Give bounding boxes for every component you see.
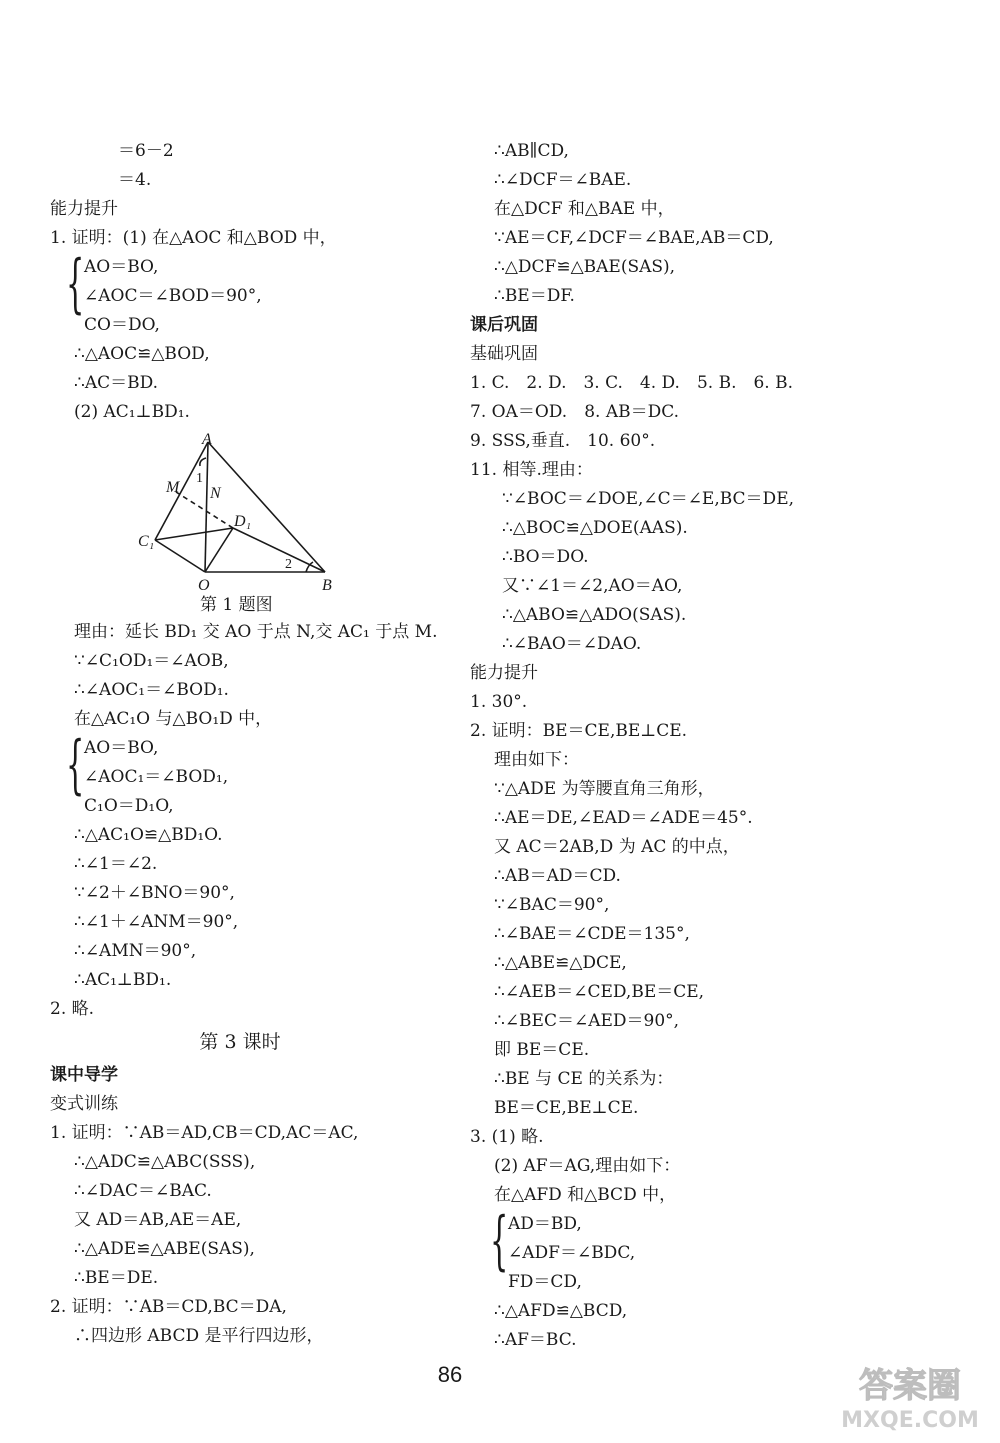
text-line: ∴△BOC≌△DOE(AAS). bbox=[502, 518, 688, 538]
label-M: M bbox=[166, 479, 180, 496]
segment-C1D1 bbox=[155, 528, 233, 540]
geometry-figure bbox=[130, 430, 350, 595]
text-line: 2. 略. bbox=[50, 999, 95, 1019]
segment-D1M-dashed bbox=[176, 492, 233, 528]
text-line: 1. C. 2. D. 3. C. 4. D. 5. B. 6. B. bbox=[470, 373, 793, 393]
text-line: ∴AE＝DE,∠EAD＝∠ADE＝45°. bbox=[494, 808, 753, 828]
text-line: FD＝CD, bbox=[508, 1272, 582, 1292]
text-line: 又 AD＝AB,AE＝AE, bbox=[74, 1210, 242, 1230]
text-line: ∴△AOC≌△BOD, bbox=[74, 344, 210, 364]
segment-D1B bbox=[233, 528, 325, 572]
text-line: AO＝BO, bbox=[84, 738, 159, 758]
text-line: 3. (1) 略. bbox=[470, 1127, 544, 1147]
lesson-title: 第 3 课时 bbox=[199, 1031, 281, 1053]
subheading: 能力提升 bbox=[470, 663, 538, 683]
text-line: AO＝BO, bbox=[84, 257, 159, 277]
text-line: ∴∠BAE＝∠CDE＝135°, bbox=[494, 924, 690, 944]
text-line: ∵∠C₁OD₁＝∠AOB, bbox=[74, 651, 229, 671]
text-line: 9. SSS,垂直. 10. 60°. bbox=[470, 431, 656, 451]
text-line: ∴∠DCF＝∠BAE. bbox=[494, 170, 632, 190]
text-line: AD＝BD, bbox=[508, 1214, 582, 1234]
text-line: ∴AB＝AD＝CD. bbox=[494, 866, 621, 886]
text-line: 即 BE＝CE. bbox=[494, 1040, 590, 1060]
text-line: ∴△ABE≌△DCE, bbox=[494, 953, 627, 973]
text-line: ∠AOC＝∠BOD＝90°, bbox=[84, 286, 262, 306]
angle-1-arc bbox=[200, 458, 206, 466]
text-line: ∴△ABO≌△ADO(SAS). bbox=[502, 605, 687, 625]
segment-AC1 bbox=[155, 442, 208, 540]
text-line: 理由如下： bbox=[494, 750, 579, 770]
text-line: ∠AOC₁＝∠BOD₁, bbox=[84, 767, 229, 787]
text-line: 2. 证明：BE＝CE,BE⊥CE. bbox=[470, 721, 688, 741]
text-line: 1. 证明：∵AB＝AD,CB＝CD,AC＝AC, bbox=[50, 1123, 359, 1143]
text-line: ∴△ADE≌△ABE(SAS), bbox=[74, 1239, 255, 1259]
text-line: ∴∠1＝∠2. bbox=[74, 854, 158, 874]
label-O: O bbox=[198, 577, 210, 594]
text-line: ∵AE＝CF,∠DCF＝∠BAE,AB＝CD, bbox=[494, 228, 774, 248]
page-number: 86 bbox=[437, 1362, 463, 1387]
text-line: ∴四边形 ABCD 是平行四边形， bbox=[74, 1326, 324, 1346]
text-line: ∴△AFD≌△BCD, bbox=[494, 1301, 628, 1321]
text-line: ∴△DCF≌△BAE(SAS), bbox=[494, 257, 676, 277]
text-line: (2) AF＝AG,理由如下： bbox=[494, 1156, 681, 1176]
text-line: ∴∠DAC＝∠BAC. bbox=[74, 1181, 212, 1201]
text-line: BE＝CE,BE⊥CE. bbox=[494, 1098, 639, 1118]
watermark-logo bbox=[830, 1355, 990, 1435]
text-line: ∴∠AMN＝90°, bbox=[74, 941, 197, 961]
segment-C1O bbox=[155, 540, 205, 572]
text-line: ∴AC₁⊥BD₁. bbox=[74, 970, 172, 990]
text-line: ∴BE＝DE. bbox=[74, 1268, 159, 1288]
label-N: N bbox=[210, 485, 221, 502]
text-line: ∴∠BAO＝∠DAO. bbox=[502, 634, 642, 654]
text-line: 11. 相等.理由： bbox=[470, 460, 593, 480]
watermark-bottom-text: MXQE.COM bbox=[841, 1408, 979, 1433]
text-line: ∴BE＝DF. bbox=[494, 286, 575, 306]
text-line: ∴∠AEB＝∠CED,BE＝CE, bbox=[494, 982, 705, 1002]
text-line: ∴∠BEC＝∠AED＝90°, bbox=[494, 1011, 680, 1031]
text-line: 1. 30°. bbox=[470, 692, 528, 712]
text-line: 又∵∠1＝∠2,AO＝AO, bbox=[502, 576, 683, 596]
text-line: ∴△AC₁O≌△BD₁O. bbox=[74, 825, 223, 845]
text-line: ∠ADF＝∠BDC, bbox=[508, 1243, 636, 1263]
text-line: 理由：延长 BD₁ 交 AO 于点 N,交 AC₁ 于点 M. bbox=[74, 622, 438, 642]
text-line: ∵△ADE 为等腰直角三角形， bbox=[494, 779, 715, 799]
subheading: 变式训练 bbox=[50, 1094, 118, 1114]
text-line: ∴△ADC≌△ABC(SSS), bbox=[74, 1152, 256, 1172]
text-line: ∵∠BOC＝∠DOE,∠C＝∠E,BC＝DE, bbox=[502, 489, 795, 509]
text-line: ＝4. bbox=[118, 170, 152, 190]
label-2: 2 bbox=[285, 557, 292, 572]
text-line: ∴∠AOC₁＝∠BOD₁. bbox=[74, 680, 229, 700]
subheading: 能力提升 bbox=[50, 199, 118, 219]
text-line: C₁O＝D₁O, bbox=[84, 796, 174, 816]
text-line: ∴AF＝BC. bbox=[494, 1330, 577, 1350]
text-line: ∴BE 与 CE 的关系为： bbox=[494, 1069, 674, 1089]
text-line: ＝6－2 bbox=[118, 141, 174, 161]
segment-AB bbox=[208, 442, 325, 572]
brace-symbol: { bbox=[490, 1204, 509, 1278]
text-line: (2) AC₁⊥BD₁. bbox=[74, 402, 190, 422]
text-line: ∵∠2＋∠BNO＝90°, bbox=[74, 883, 235, 903]
text-line: ∴AB∥CD, bbox=[494, 141, 569, 161]
subheading: 基础巩固 bbox=[470, 344, 538, 364]
text-line: 在△AFD 和△BCD 中， bbox=[494, 1185, 677, 1205]
text-line: 2. 证明：∵AB＝CD,BC＝DA, bbox=[50, 1297, 287, 1317]
text-line: 在△DCF 和△BAE 中， bbox=[494, 199, 675, 219]
label-D1: D₁ bbox=[234, 513, 252, 530]
segment-OD1 bbox=[205, 528, 233, 572]
text-line: ∵∠BAC＝90°, bbox=[494, 895, 610, 915]
section-heading: 课中导学 bbox=[50, 1065, 118, 1085]
text-line: ∴BO＝DO. bbox=[502, 547, 589, 567]
text-line: ∴AC＝BD. bbox=[74, 373, 159, 393]
brace-symbol: { bbox=[66, 728, 85, 802]
text-line: 1. 证明：(1) 在△AOC 和△BOD 中， bbox=[50, 228, 337, 248]
watermark-top-text: 答案圈 bbox=[859, 1366, 961, 1406]
text-line: 7. OA＝OD. 8. AB＝DC. bbox=[470, 402, 680, 422]
label-A: A bbox=[202, 431, 212, 448]
figure-caption: 第 1 题图 bbox=[200, 595, 273, 615]
text-line: CO＝DO, bbox=[84, 315, 160, 335]
section-heading: 课后巩固 bbox=[470, 315, 538, 335]
label-C1: C₁ bbox=[138, 533, 155, 550]
label-B: B bbox=[322, 577, 332, 594]
segment-AO bbox=[205, 442, 208, 572]
brace-symbol: { bbox=[66, 247, 85, 321]
text-line: 在△AC₁O 与△BO₁D 中， bbox=[74, 709, 273, 729]
text-line: ∴∠1＋∠ANM＝90°, bbox=[74, 912, 239, 932]
text-line: 又 AC＝2AB,D 为 AC 的中点， bbox=[494, 837, 740, 857]
label-1: 1 bbox=[196, 471, 203, 486]
